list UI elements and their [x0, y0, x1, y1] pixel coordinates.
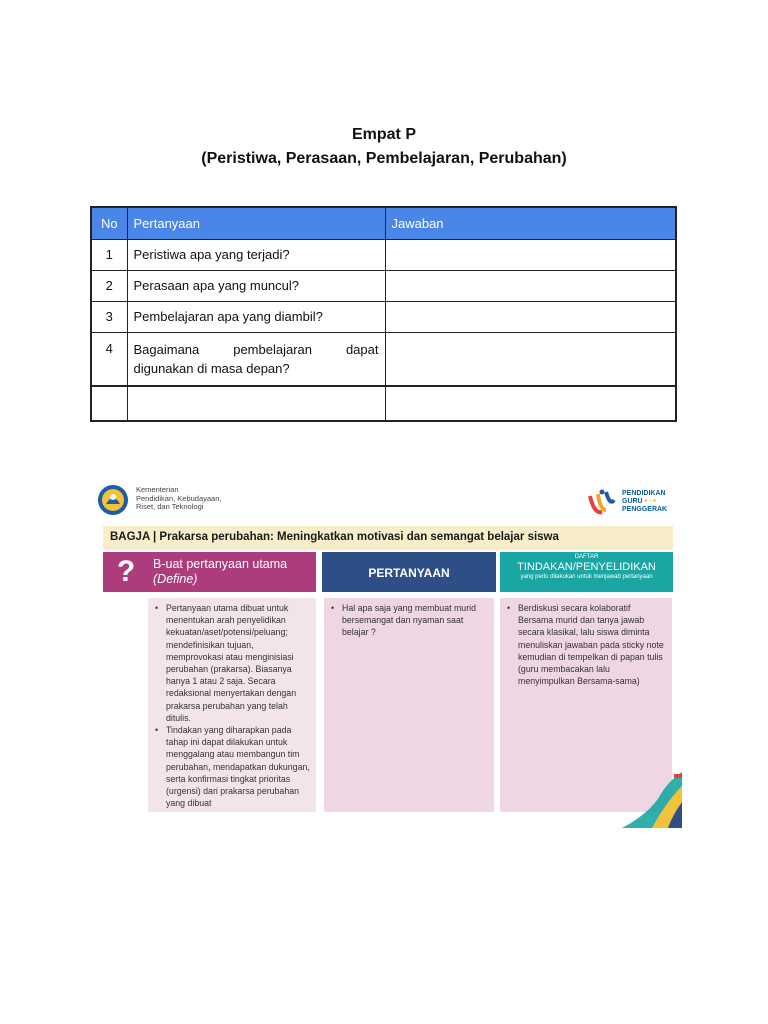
- row-answer[interactable]: [385, 239, 676, 270]
- define-column: [148, 598, 316, 812]
- ministry-name: Kementerian Pendidikan, Kebudayaan, Riset, dan Teknologi: [136, 485, 222, 511]
- document-subtitle: (Peristiwa, Perasaan, Pembelajaran, Perubahan): [201, 150, 567, 167]
- document-title: Empat P: [351, 126, 416, 143]
- list-item: • Tindakan yang diharapkan pada tahap ini dapat dilakukan untuk menggalang atau membangun tim perubahan, mendapatkan dukungan, serta konfirmasi tingkat prioritas (urgensi) dari prakarsa perubahan yang dibuat: [154, 724, 310, 809]
- row-number: 2: [91, 270, 127, 301]
- row-answer[interactable]: [385, 386, 676, 421]
- table-row: [91, 239, 676, 270]
- reflection-table: [90, 206, 677, 422]
- define-header: [149, 552, 316, 592]
- guru-penggerak-logo: [586, 488, 618, 518]
- pertanyaan-header: [322, 552, 496, 592]
- row-number: 3: [91, 301, 127, 332]
- tindakan-subtitle: yang perlu dilakukan untuk menjawab pertanyaan: [520, 574, 653, 580]
- row-question: Pembelajaran apa yang diambil?: [127, 301, 385, 332]
- pertanyaan-label: PERTANYAAN: [368, 566, 450, 580]
- header-pertanyaan: Pertanyaan: [127, 207, 385, 239]
- row-number: [91, 386, 127, 421]
- pertanyaan-column: [324, 598, 494, 812]
- list-item: • Hal apa saja yang membuat murid bersemangat dan nyaman saat belajar ?: [330, 602, 488, 639]
- decorative-wave-graphic: [622, 772, 682, 828]
- header-jawaban: Jawaban: [385, 207, 676, 239]
- table-row-empty: [91, 386, 676, 421]
- define-subtitle: (Define): [153, 572, 198, 586]
- row-question: Perasaan apa yang muncul?: [127, 270, 385, 301]
- table-row: [91, 270, 676, 301]
- row-question: Peristiwa apa yang terjadi?: [127, 239, 385, 270]
- row-answer[interactable]: [385, 301, 676, 332]
- header-no: No: [91, 207, 127, 239]
- list-item: • Berdiskusi secara kolaboratif Bersama murid dan tanya jawab secara klasikal, lalu siswa diminta menuliskan jawaban pada sticky note kemudian di tempelkan di papan tulis (guru membacakan lalu menyimpulkan Bersama-sama): [506, 602, 666, 687]
- table-row: [91, 301, 676, 332]
- row-number: 4: [91, 332, 127, 386]
- bagja-banner-title: BAGJA | Prakarsa perubahan: Meningkatkan motivasi dan semangat belajar siswa: [110, 531, 559, 543]
- tindakan-label: TINDAKAN/PENYELIDIKAN: [517, 561, 656, 573]
- bagja-banner: [103, 526, 673, 550]
- row-answer[interactable]: [385, 332, 676, 386]
- table-header-row: [91, 207, 676, 239]
- tindakan-top: DAFTAR: [574, 554, 599, 560]
- question-mark-icon: ?: [116, 555, 136, 588]
- row-answer[interactable]: [385, 270, 676, 301]
- row-question[interactable]: [127, 386, 385, 421]
- table-row: [91, 332, 676, 386]
- row-question: Bagaimana pembelajaran dapat digunakan di masa depan?: [127, 332, 385, 386]
- tindakan-header: [500, 552, 673, 592]
- slide-header: [90, 476, 682, 524]
- row-number: 1: [91, 239, 127, 270]
- tut-wuri-handayani-logo: [96, 484, 130, 516]
- question-mark-block: [103, 552, 149, 592]
- bagja-slide-image: [90, 476, 682, 828]
- guru-penggerak-text: PENDIDIKAN GURU • ◦ • PENGGERAK: [622, 490, 668, 513]
- list-item: • Pertanyaan utama dibuat untuk menentukan arah penyelidikan kekuatan/aset/potensi/peluang; mendefinisikan tujuan, memprovokasi atau menginisiasi perubahan (prakarsa). Biasanya hanya 1 atau 2 saja. Secara redaksional menyertakan dengan prakarsa perubahan yang telah ditulis.: [154, 602, 310, 724]
- define-title: B-uat pertanyaan utama: [153, 557, 288, 571]
